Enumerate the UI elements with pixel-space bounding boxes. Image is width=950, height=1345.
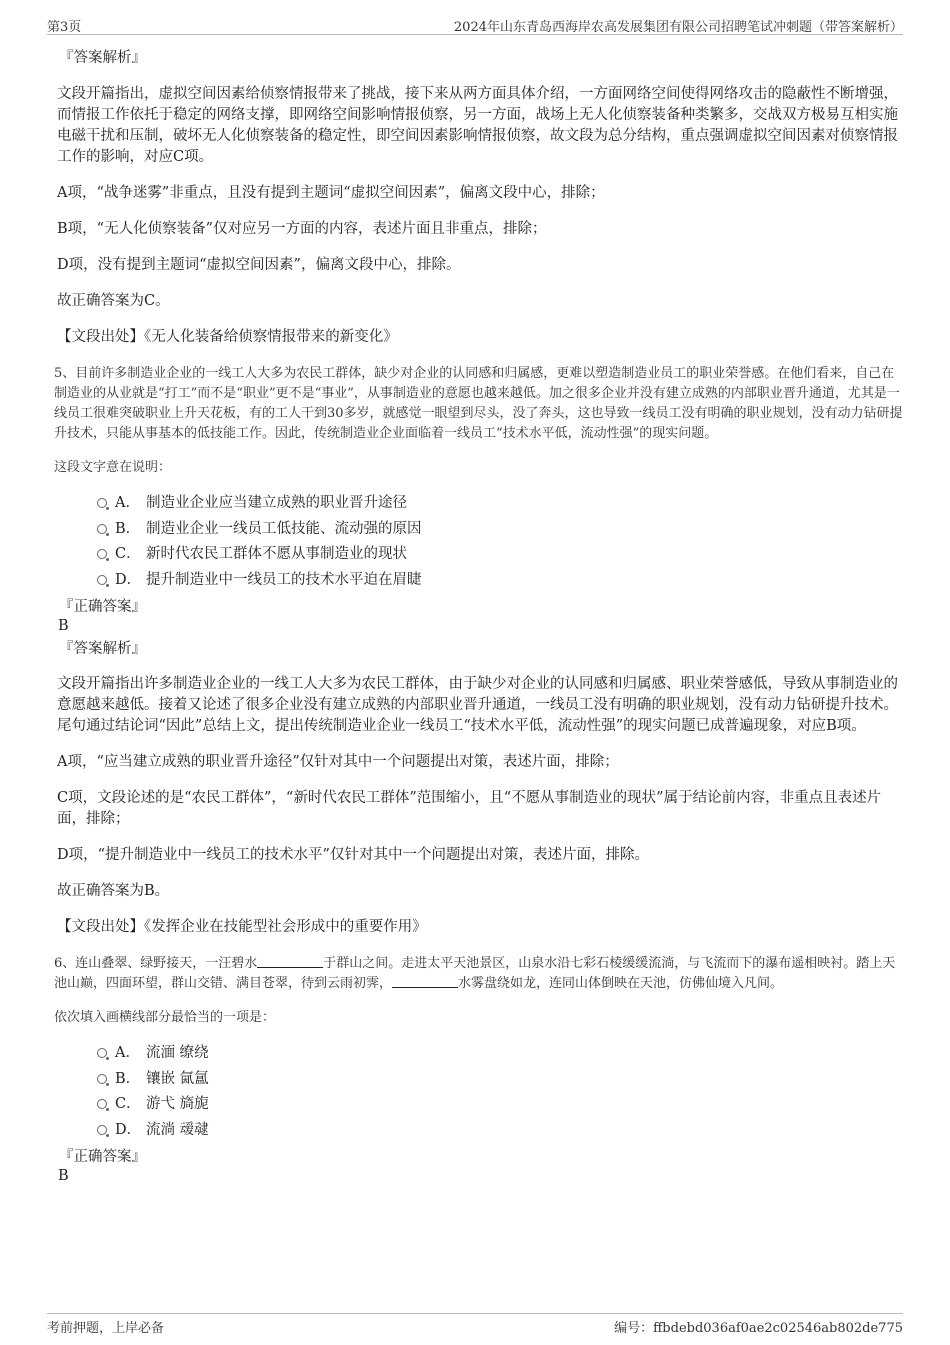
radio-icon[interactable] — [97, 1074, 107, 1084]
page-content — [54, 44, 903, 1185]
passage-source: 【文段出处】《发挥企业在技能型社会形成中的重要作用》 — [57, 919, 427, 935]
correct-answer: B — [58, 1168, 69, 1184]
analysis-label: 『答案解析』 — [59, 50, 146, 66]
question-6-options — [57, 1041, 903, 1143]
answer-conclusion: 故正确答案为C。 — [57, 293, 170, 309]
option-d-note: D项，“提升制造业中一线员工的技术水平”仅针对其中一个问题提出对策，表述片面，排除。 — [57, 847, 649, 863]
footer-slogan: 考前押题，上岸必备 — [47, 1321, 165, 1336]
option-c-note: C项，文段论述的是“农民工群体”，“新时代农民工群体”范围缩小，且“不愿从事制造业的现状”属于结论前内容，非重点且表述片面，排除； — [57, 790, 882, 827]
analysis-text: 文段开篇指出，虚拟空间因素给侦察情报带来了挑战，接下来从两方面具体介绍，一方面网络空间使得网络攻击的隐蔽性不断增强，而情报工作依托于稳定的网络支撑，即网络空间影响情报侦察，另一方面，战场上无人化侦察装备种类繁多，交战双方极易互相实施电磁干扰和压制，破坏无人化侦察装备的稳定性，即空间因素影响情报侦察，故文段为总分结构，重点强调虚拟空间因素对侦察情报工作的影响，对应C项。 — [57, 86, 898, 165]
correct-answer-label: 『正确答案』 — [59, 599, 146, 615]
option-d[interactable]: D． 流淌 叆叇 — [97, 1118, 903, 1144]
radio-icon[interactable] — [97, 575, 107, 585]
correct-answer: B — [58, 618, 69, 634]
option-a[interactable]: A． 制造业企业应当建立成熟的职业晋升途径 — [97, 491, 903, 517]
option-a-note: A项，“战争迷雾”非重点，且没有提到主题词“虚拟空间因素”，偏离文段中心，排除； — [57, 185, 605, 201]
option-b[interactable]: B． 镶嵌 氤氲 — [97, 1067, 903, 1093]
page-number: 第3页 — [47, 20, 82, 35]
radio-icon[interactable] — [97, 549, 107, 559]
option-a-note: A项，“应当建立成熟的职业晋升途径”仅针对其中一个问题提出对策，表述片面，排除； — [57, 754, 619, 770]
fill-blank-1 — [257, 955, 323, 968]
analysis-text: 文段开篇指出许多制造业企业的一线工人大多为农民工群体，由于缺少对企业的认同感和归属感、职业荣誉感低，导致从事制造业的意愿越来越低。接着又论述了很多企业没有建立成熟的内部职业晋升通道，一线员工没有明确的职业规划，没有动力钻研提升技术。尾句通过结论词“因此”总结上文，提出传统制造业企业一线员工“技术水平低，流动性强”的现实问题已成普遍现象，对应B项。 — [57, 676, 898, 734]
option-b-note: B项，“无人化侦察装备”仅对应另一方面的内容，表述片面且非重点，排除； — [57, 221, 547, 237]
document-code: 编号：ffbdebd036af0ae2c02546ab802de775 — [614, 1321, 903, 1336]
radio-icon[interactable] — [97, 1125, 107, 1135]
fill-blank-2 — [392, 975, 458, 988]
option-c[interactable]: C． 游弋 旖旎 — [97, 1092, 903, 1118]
question-6-stem: 6、连山叠翠、绿野接天，一汪碧水 于群山之间。走进太平天池景区，山泉水沿七彩石棱缓缓流淌，与飞流而下的瀑布遥相映衬。踏上天池山巅，四面环望，群山交错、满目苍翠，待到云雨初霁， 水雾盘绕如龙，连同山体倒映在天池，仿佛仙境入凡间。 — [54, 956, 896, 991]
option-b[interactable]: B． 制造业企业一线员工低技能、流动强的原因 — [97, 517, 903, 543]
option-d[interactable]: D． 提升制造业中一线员工的技术水平迫在眉睫 — [97, 568, 903, 594]
question-5-stem: 5、目前许多制造业企业的一线工人大多为农民工群体，缺少对企业的认同感和归属感，更难以塑造制造业员工的职业荣誉感。在他们看来，自己在制造业的从业就是“打工”而不是“职业”更不是“事业”，从事制造业的意愿也越来越低。加之很多企业并没有建立成熟的内部职业晋升通道，尤其是一线员工很难突破职业上升天花板，有的工人干到30多岁，就感觉一眼望到尽头，没了奔头，这也导致一线员工没有明确的职业规划，没有动力钻研提升技术，只能从事基本的低技能工作。因此，传统制造业企业面临着一线员工“技术水平低，流动性强”的现实问题。 — [54, 366, 903, 441]
answer-conclusion: 故正确答案为B。 — [57, 883, 170, 899]
option-a[interactable]: A． 流湎 缭绕 — [97, 1041, 903, 1067]
correct-answer-label: 『正确答案』 — [59, 1149, 146, 1165]
radio-icon[interactable] — [97, 1099, 107, 1109]
option-d-note: D项，没有提到主题词“虚拟空间因素”，偏离文段中心，排除。 — [57, 257, 461, 273]
question-5-options — [57, 491, 903, 593]
question-6-prompt: 依次填入画横线部分最恰当的一项是： — [54, 1010, 276, 1025]
radio-icon[interactable] — [97, 524, 107, 534]
radio-icon[interactable] — [97, 1048, 107, 1058]
page-header — [47, 14, 903, 35]
page-footer — [47, 1313, 903, 1336]
document-title: 2024年山东青岛西海岸农高发展集团有限公司招聘笔试冲刺题（带答案解析） — [453, 20, 903, 35]
passage-source: 【文段出处】《无人化装备给侦察情报带来的新变化》 — [57, 329, 398, 345]
radio-icon[interactable] — [97, 498, 107, 508]
question-5-prompt: 这段文字意在说明： — [54, 460, 172, 475]
analysis-label: 『答案解析』 — [59, 641, 146, 657]
option-c[interactable]: C． 新时代农民工群体不愿从事制造业的现状 — [97, 542, 903, 568]
